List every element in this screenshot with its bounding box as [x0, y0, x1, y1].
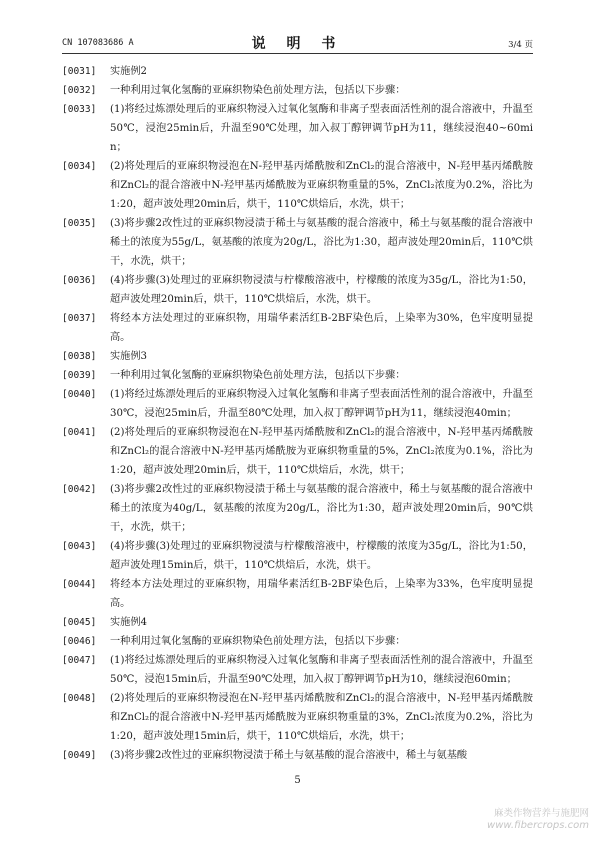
paragraph-number: [0049] [62, 750, 97, 761]
paragraph-text: (1)将经过炼漂处理后的亚麻织物浸入过氧化氢酶和非离子型表面活性剂的混合溶液中，升温至30℃，浸泡25min后，升温至80℃处理，加入叔丁醇钾调节pH为11，继续浸泡40min； [110, 389, 533, 419]
paragraph-text: 一种利用过氧化氢酶的亚麻织物染色前处理方法，包括以下步骤： [110, 85, 406, 96]
paragraph-number: [0036] [62, 275, 97, 286]
paragraph [62, 157, 533, 214]
paragraph-number: [0039] [62, 370, 97, 381]
paragraph-text: (2)将处理后的亚麻织物浸泡在N-羟甲基丙烯酰胺和ZnCl₂的混合溶液中，N-羟甲基丙烯酰胺和ZnCl₂的混合溶液中N-羟甲基丙烯酰胺为亚麻织物重量的5%，ZnCl₂浓度为0.1%，浴比为1:20，超声波处理20min后，烘干，110℃烘焙后，水洗，烘干； [110, 427, 533, 476]
paragraph [62, 366, 533, 385]
paragraph-number: [0042] [62, 484, 97, 495]
paragraph-text: 实施例3 [110, 351, 148, 362]
paragraph-text: (3)将步骤2改性过的亚麻织物浸渍于稀土与氨基酸的混合溶液中，稀土与氨基酸 [110, 750, 468, 761]
paragraph-number: [0047] [62, 655, 97, 666]
paragraph-text: 将经本方法处理过的亚麻织物，用瑞华素活红B-2BF染色后，上染率为33%，色牢度明显提高。 [110, 579, 533, 609]
paragraph-text: (4)将步骤(3)处理过的亚麻织物浸渍与柠檬酸溶液中，柠檬酸的浓度为35g/L，浴比为1:50，超声波处理15min后，烘干，110℃烘焙后，水洗，烘干。 [110, 541, 533, 571]
paragraph [62, 347, 533, 366]
watermark [487, 808, 589, 832]
paragraph-number: [0038] [62, 351, 97, 362]
paragraph [62, 81, 533, 100]
paragraph-text: (4)将步骤(3)处理过的亚麻织物浸渍与柠檬酸溶液中，柠檬酸的浓度为35g/L，浴比为1:50，超声波处理20min后，烘干，110℃烘焙后，水洗，烘干。 [110, 275, 533, 305]
paragraph [62, 271, 533, 309]
page-header [62, 33, 533, 54]
paragraph-text: (1)将经过炼漂处理后的亚麻织物浸入过氧化氢酶和非离子型表面活性剂的混合溶液中，升温至50℃，浸泡25min后，升温至90℃处理，加入叔丁醇钾调节pH为11，继续浸泡40~60min； [110, 104, 533, 153]
page-number: 5 [294, 775, 301, 786]
paragraph-text: (2)将处理后的亚麻织物浸泡在N-羟甲基丙烯酰胺和ZnCl₂的混合溶液中，N-羟甲基丙烯酰胺和ZnCl₂的混合溶液中N-羟甲基丙烯酰胺为亚麻织物重量的3%，ZnCl₂浓度为0.2%，浴比为1:20，超声波处理15min后，烘干，110℃烘焙后，水洗，烘干； [110, 693, 533, 742]
paragraph-text: (1)将经过炼漂处理后的亚麻织物浸入过氧化氢酶和非离子型表面活性剂的混合溶液中，升温至50℃，浸泡15min后，升温至90℃处理，加入叔丁醇钾调节pH为10，继续浸泡60min； [110, 655, 533, 685]
paragraph [62, 689, 533, 746]
page-indicator: 3/4 页 [508, 40, 533, 50]
document-body [62, 62, 533, 765]
paragraph-text: (2)将处理后的亚麻织物浸泡在N-羟甲基丙烯酰胺和ZnCl₂的混合溶液中，N-羟甲基丙烯酰胺和ZnCl₂的混合溶液中N-羟甲基丙烯酰胺为亚麻织物重量的5%，ZnCl₂浓度为0.2%，浴比为1:20，超声波处理20min后，烘干，110℃烘焙后，水洗，烘干； [110, 161, 533, 210]
paragraph-number: [0046] [62, 636, 97, 647]
paragraph-text: 将经本方法处理过的亚麻织物，用瑞华素活红B-2BF染色后，上染率为30%，色牢度明显提高。 [110, 313, 533, 343]
paragraph-number: [0033] [62, 104, 97, 115]
paragraph-number: [0044] [62, 579, 97, 590]
page-title: 说 明 书 [251, 36, 344, 52]
paragraph [62, 651, 533, 689]
paragraph-number: [0045] [62, 617, 97, 628]
paragraph-text: 实施例2 [110, 66, 148, 77]
paragraph-number: [0040] [62, 389, 97, 400]
paragraph-number: [0031] [62, 66, 97, 77]
paragraph [62, 480, 533, 537]
paragraph-text: (3)将步骤2改性过的亚麻织物浸渍于稀土与氨基酸的混合溶液中，稀土与氨基酸的混合溶液中稀土的浓度为55g/L，氨基酸的浓度为20g/L，浴比为1:30，超声波处理20min后，110℃烘干，水洗，烘干； [110, 218, 533, 267]
paragraph-number: [0037] [62, 313, 97, 324]
paragraph-text: (3)将步骤2改性过的亚麻织物浸渍于稀土与氨基酸的混合溶液中，稀土与氨基酸的混合溶液中稀土的浓度为40g/L，氨基酸的浓度为20g/L，浴比为1:30，超声波处理20min后，90℃烘干，水洗，烘干； [110, 484, 533, 533]
paragraph [62, 632, 533, 651]
watermark-url: www.fibercrops.com [487, 820, 589, 831]
paragraph-number: [0041] [62, 427, 97, 438]
paragraph-number: [0035] [62, 218, 97, 229]
paragraph [62, 62, 533, 81]
paragraph [62, 309, 533, 347]
watermark-site-name: 麻类作物营养与施肥网 [493, 808, 589, 819]
patent-number: CN 107083686 A [62, 38, 134, 48]
paragraph [62, 746, 533, 765]
paragraph-number: [0043] [62, 541, 97, 552]
paragraph [62, 423, 533, 480]
paragraph-text: 一种利用过氧化氢酶的亚麻织物染色前处理方法，包括以下步骤： [110, 370, 406, 381]
paragraph [62, 214, 533, 271]
paragraph [62, 575, 533, 613]
paragraph-number: [0032] [62, 85, 97, 96]
paragraph-text: 实施例4 [110, 617, 148, 628]
paragraph-number: [0048] [62, 693, 97, 704]
paragraph-number: [0034] [62, 161, 97, 172]
paragraph [62, 537, 533, 575]
paragraph-text: 一种利用过氧化氢酶的亚麻织物染色前处理方法，包括以下步骤： [110, 636, 406, 647]
paragraph [62, 613, 533, 632]
paragraph [62, 385, 533, 423]
paragraph [62, 100, 533, 157]
